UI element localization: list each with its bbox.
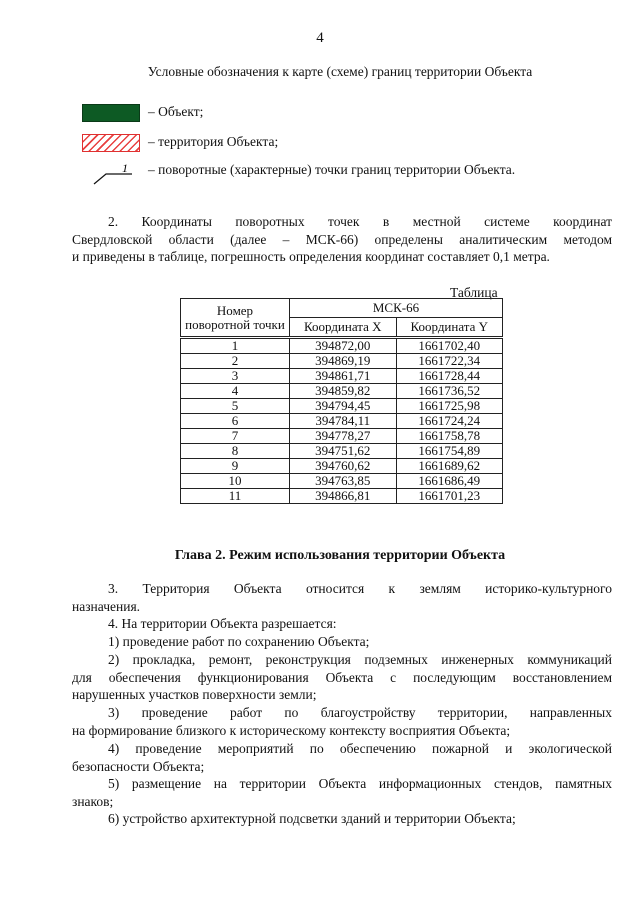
point-number-cell: 8 xyxy=(181,444,290,459)
paragraph-line: и приведены в таблице, погрешность определения координат составляет 0,1 метра. xyxy=(72,249,550,264)
point-number-cell: 5 xyxy=(181,399,290,414)
paragraph-line: нарушенных участков поверхности земли; xyxy=(72,687,317,702)
turning-point-marker-icon xyxy=(92,162,148,188)
paragraph-line: Свердловской области (далее – МСК-66) определены аналитическим методом xyxy=(72,231,612,247)
coordinate-x-cell: 394861,71 xyxy=(290,369,397,384)
point-number-cell: 9 xyxy=(181,459,290,474)
paragraph-line: 1) проведение работ по сохранению Объекта; xyxy=(108,634,370,649)
point-number-cell: 11 xyxy=(181,489,290,504)
coordinate-x-cell: 394778,27 xyxy=(290,429,397,444)
legend-label: – поворотные (характерные) точки границ территории Объекта. xyxy=(148,162,516,177)
coordinate-y-cell: 1661758,78 xyxy=(396,429,503,444)
paragraph-line: знаков; xyxy=(72,793,114,809)
point-number-cell: 10 xyxy=(181,474,290,489)
coordinate-x-cell: 394869,19 xyxy=(290,354,397,369)
coordinate-x-cell: 394784,11 xyxy=(290,414,397,429)
object-fill-swatch xyxy=(82,104,140,122)
column-header-y: Координата Y xyxy=(396,318,503,338)
coordinates-table xyxy=(180,298,503,504)
column-header-system: МСК-66 xyxy=(290,299,503,318)
paragraph-line: 2. Координаты поворотных точек в местной системе координат xyxy=(108,214,612,229)
coordinate-y-cell: 1661686,49 xyxy=(396,474,503,489)
page-number: 4 xyxy=(316,30,324,46)
coordinate-y-cell: 1661754,89 xyxy=(396,444,503,459)
table-row xyxy=(181,414,503,429)
point-number-cell: 6 xyxy=(181,414,290,429)
coordinate-y-cell: 1661736,52 xyxy=(396,384,503,399)
coordinate-y-cell: 1661689,62 xyxy=(396,459,503,474)
coordinate-y-cell: 1661701,23 xyxy=(396,489,503,504)
coordinate-y-cell: 1661722,34 xyxy=(396,354,503,369)
list-item-6 xyxy=(72,810,612,828)
paragraph-line: назначения. xyxy=(72,598,141,614)
legend-label: – территория Объекта; xyxy=(148,134,279,149)
paragraph-3 xyxy=(72,580,612,615)
paragraph-line: 6) устройство архитектурной подсветки зданий и территории Объекта; xyxy=(108,811,516,826)
coordinate-x-cell: 394859,82 xyxy=(290,384,397,399)
paragraph-line: 5) размещение на территории Объекта информационных стендов, памятных xyxy=(108,776,612,791)
legend-item-turning-point xyxy=(82,162,602,182)
point-number-cell: 1 xyxy=(181,338,290,354)
paragraph-line: 3. Территория Объекта относится к землям историко-культурного xyxy=(108,581,612,596)
column-header-point: Номер поворотной точки xyxy=(181,299,290,338)
list-item-5 xyxy=(72,775,612,810)
paragraph-line: 2) прокладка, ремонт, реконструкция подземных инженерных коммуникаций xyxy=(108,652,612,667)
paragraph-line: 4) проведение мероприятий по обеспечению пожарной и экологической xyxy=(108,741,612,756)
coordinate-y-cell: 1661728,44 xyxy=(396,369,503,384)
paragraph-line: 4. На территории Объекта разрешается: xyxy=(108,616,337,631)
point-number-cell: 7 xyxy=(181,429,290,444)
table-row xyxy=(181,474,503,489)
chapter-title: Глава 2. Режим использования территории Объекта xyxy=(174,548,506,563)
coordinate-x-cell: 394763,85 xyxy=(290,474,397,489)
table-caption: Таблица xyxy=(450,285,498,300)
table-row xyxy=(181,399,503,414)
legend-title: Условные обозначения к карте (схеме) границ территории Объекта xyxy=(147,64,533,79)
point-number-cell: 4 xyxy=(181,384,290,399)
paragraph-2 xyxy=(72,213,612,266)
table-row xyxy=(181,444,503,459)
coordinate-y-cell: 1661702,40 xyxy=(396,338,503,354)
table-row xyxy=(181,384,503,399)
table-row xyxy=(181,369,503,384)
coordinate-x-cell: 394760,62 xyxy=(290,459,397,474)
paragraph-line: на формирование близкого к историческому контексту восприятия Объекта; xyxy=(72,722,511,738)
paragraph-line: 3) проведение работ по благоустройству территории, направленных xyxy=(108,705,612,720)
list-item-3 xyxy=(72,704,612,739)
coordinate-x-cell: 394872,00 xyxy=(290,338,397,354)
coordinate-x-cell: 394751,62 xyxy=(290,444,397,459)
table-row xyxy=(181,338,503,354)
point-number-cell: 3 xyxy=(181,369,290,384)
list-item-2 xyxy=(72,651,612,704)
paragraph-line: безопасности Объекта; xyxy=(72,758,205,774)
turning-point-marker-number: 1 xyxy=(122,162,128,175)
coordinate-y-cell: 1661725,98 xyxy=(396,399,503,414)
list-item-4 xyxy=(72,740,612,775)
territory-hatch-swatch xyxy=(82,134,140,152)
coordinate-x-cell: 394794,45 xyxy=(290,399,397,414)
coordinate-y-cell: 1661724,24 xyxy=(396,414,503,429)
table-row xyxy=(181,489,503,504)
paragraph-line: для обеспечения функционирования Объекта с последующим восстановлением xyxy=(72,669,612,685)
list-item-1 xyxy=(72,633,612,651)
paragraph-4 xyxy=(72,615,612,633)
legend-label: – Объект; xyxy=(148,104,204,119)
column-header-x: Координата X xyxy=(290,318,397,338)
coordinate-x-cell: 394866,81 xyxy=(290,489,397,504)
table-row xyxy=(181,429,503,444)
table-row xyxy=(181,459,503,474)
table-row xyxy=(181,354,503,369)
point-number-cell: 2 xyxy=(181,354,290,369)
